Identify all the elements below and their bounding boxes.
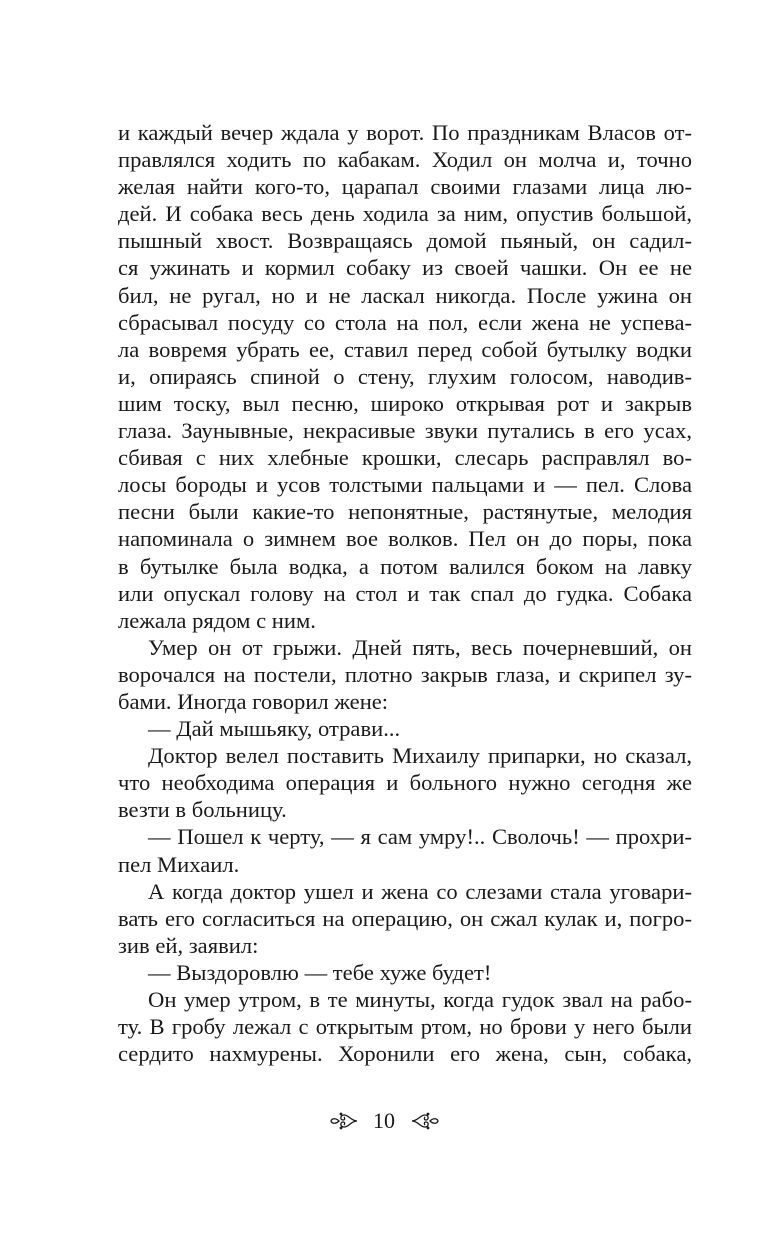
- text-line: лосы бороды и усов толстыми пальцами и — пел. Слова: [118, 472, 692, 498]
- text-line: ту. В гробу лежал с открытым ртом, но брови у него были: [118, 1014, 692, 1040]
- text-line: везти в больницу.: [118, 797, 287, 823]
- text-line: глаза. Заунывные, некрасивые звуки путались в его усах,: [118, 418, 692, 444]
- text-line: сбивая с них хлебные крошки, слесарь расправлял во-: [118, 445, 692, 471]
- text-line: или опускал голову на стол и так спал до гудка. Собака: [118, 580, 692, 606]
- text-line: сбрасывал посуду со стола на пол, если жена не успева-: [118, 309, 692, 335]
- text-line: зив ей, заявил:: [118, 932, 259, 958]
- text-line: сердито нахмурены. Хоронили его жена, сын, собака,: [118, 1041, 692, 1067]
- text-line: лежала рядом с ним.: [118, 607, 316, 633]
- text-line: правлялся ходить по кабакам. Ходил он молча и, точно: [118, 147, 692, 173]
- text-line: — Пошел к черту, — я сам умру!.. Сволочь! — прохри-: [148, 824, 692, 850]
- text-line: бами. Иногда говорил жене:: [118, 688, 389, 714]
- text-line: шим тоску, выл песню, широко открывая рот и закрыв: [118, 390, 692, 416]
- text-line: желая найти кого-то, царапал своими глазами лица лю-: [118, 174, 692, 200]
- text-line: ла вовремя убрать ее, ставил перед собой бутылку водки: [118, 336, 692, 362]
- text-line: — Выздоровлю — тебе хуже будет!: [148, 959, 492, 985]
- text-line: — Дай мышьяку, отрави...: [148, 716, 401, 742]
- text-line: бил, не ругал, но и не ласкал никогда. После ужина он: [118, 282, 692, 308]
- text-line: А когда доктор ушел и жена со слезами стала уговари-: [148, 878, 692, 904]
- text-line: песни были какие-то непонятные, растянутые, мелодия: [118, 499, 692, 525]
- text-line: пел Михаил.: [118, 851, 240, 877]
- text-line: и каждый вечер ждала у ворот. По праздникам Власов от-: [118, 120, 692, 145]
- floral-ornament-right-icon: [410, 1106, 440, 1131]
- text-line: дей. И собака весь день ходила за ним, опустив большой,: [118, 201, 692, 227]
- text-line: ся ужинать и кормил собаку из своей чашки. Он ее не: [118, 255, 692, 281]
- floral-ornament-left-icon: [329, 1106, 365, 1131]
- text-line: что необходима операция и больного нужно сегодня же: [118, 770, 692, 796]
- page-footer: [0, 1104, 768, 1136]
- text-line: Умер он от грыжи. Дней пять, весь почерневший, он: [148, 634, 692, 660]
- text-line: ворочался на постели, плотно закрыв глаза, и скрипел зу-: [118, 661, 692, 687]
- text-line: пышный хвост. Возвращаясь домой пьяный, он садил-: [118, 228, 692, 254]
- text-line: Доктор велел поставить Михаилу припарки, но сказал,: [148, 743, 692, 769]
- text-line: и, опираясь спиной о стену, глухим голосом, наводив-: [118, 363, 692, 389]
- text-line: в бутылке была водка, а потом валился боком на лавку: [118, 553, 692, 579]
- page-body: [118, 119, 692, 1067]
- text-line: напоминала о зимнем вое волков. Пел он до поры, пока: [118, 526, 692, 552]
- text-line: вать его согласиться на операцию, он сжал кулак и, погро-: [118, 905, 692, 931]
- page-number: 10: [373, 1107, 395, 1133]
- text-line: Он умер утром, в те минуты, когда гудок звал на рабо-: [148, 987, 692, 1012]
